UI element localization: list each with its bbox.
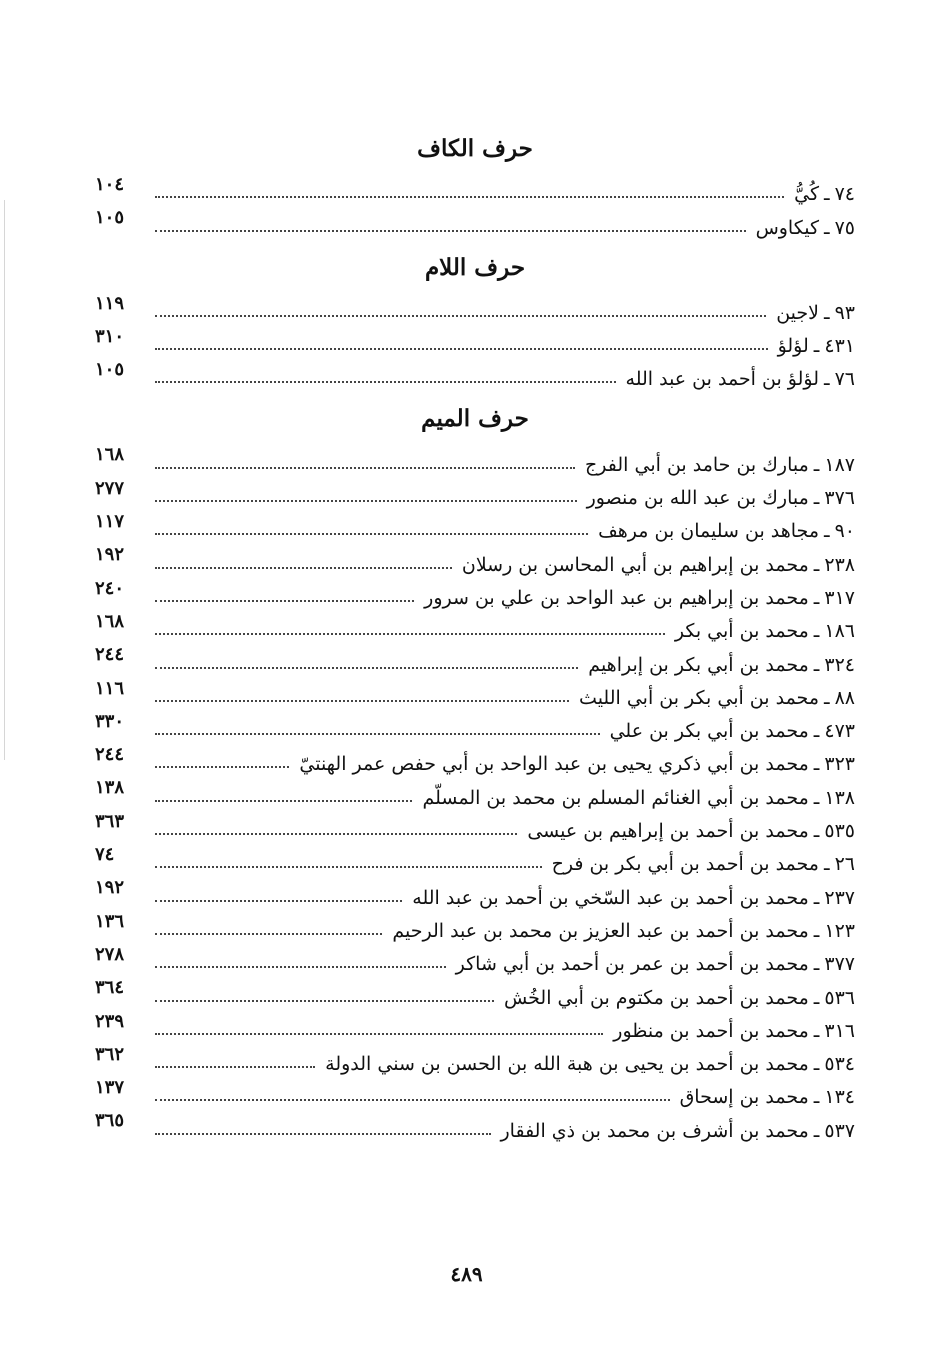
entry-separator: ـ	[813, 487, 820, 510]
entry-page-ref: ٣٣٠	[95, 710, 125, 732]
entry-page-ref: ١٠٤	[95, 174, 125, 195]
dot-leader	[155, 196, 784, 198]
index-entry	[95, 1042, 855, 1075]
entry-separator: ـ	[813, 453, 820, 476]
entry-name: محمد بن إبراهيم بن عبد الواحد بن علي بن سرور	[424, 586, 809, 609]
entry-page-ref: ١٣٦	[95, 910, 125, 932]
entry-separator: ـ	[813, 1019, 820, 1042]
index-entry	[95, 324, 855, 357]
dot-leader	[155, 567, 452, 569]
page-number: ٤٨٩	[450, 1262, 483, 1286]
dot-leader	[155, 633, 665, 635]
entry-page-ref: ١١٩	[95, 292, 125, 314]
entry-name: محمد بن إسحاق	[679, 1086, 809, 1109]
entry-name: مجاهد بن سليمان بن مرهف	[598, 520, 819, 543]
entry-number: ٥٣٧	[824, 1119, 855, 1142]
entry-name: محمد بن أبي بكر بن إبراهيم	[588, 653, 809, 676]
dot-leader	[155, 467, 575, 469]
dot-leader	[155, 766, 289, 768]
dot-leader	[155, 700, 569, 702]
entry-page-ref: ٣٦٢	[95, 1043, 125, 1065]
entry-page-ref: ٢٧٨	[95, 943, 125, 965]
dot-leader	[155, 1000, 494, 1002]
entry-page-ref: ١١٧	[95, 511, 125, 533]
entry-page-ref: ١٦٨	[95, 610, 125, 632]
entry-separator: ـ	[813, 1119, 820, 1142]
index-entry	[95, 1075, 855, 1108]
section-heading: حرف الميم	[421, 405, 529, 433]
entry-separator: ـ	[824, 301, 830, 324]
dot-leader	[155, 1133, 491, 1135]
dot-leader	[155, 900, 402, 902]
entry-page-ref: ٢٤٠	[95, 577, 125, 599]
entry-page-ref: ٣١٠	[95, 325, 125, 347]
entry-separator: ـ	[813, 620, 820, 643]
entry-number: ٢٣٧	[824, 886, 855, 909]
entry-name: محمد بن أحمد بن عبد العزيز بن محمد بن عبد الرحيم	[392, 919, 809, 942]
dot-leader	[155, 800, 412, 802]
entry-number: ٧٥	[834, 216, 855, 239]
dot-leader	[155, 230, 746, 232]
margin-line	[4, 200, 5, 760]
entry-separator: ـ	[813, 653, 820, 676]
entry-number: ١٨٧	[824, 453, 855, 476]
entry-number: ٤٧٣	[824, 720, 855, 743]
entry-page-ref: ١٣٧	[95, 1077, 125, 1099]
dot-leader	[155, 500, 577, 502]
dot-leader	[155, 348, 768, 350]
index-entry	[95, 442, 855, 475]
entry-name: محمد بن إبراهيم بن أبي المحاسن بن رسلان	[461, 553, 809, 576]
dot-leader	[155, 933, 382, 935]
entry-separator: ـ	[813, 820, 820, 843]
entry-name: لاجين	[776, 301, 819, 324]
entry-number: ١٢٣	[824, 919, 855, 942]
entry-number: ١٣٨	[824, 786, 855, 809]
entry-number: ٨٨	[834, 686, 855, 709]
entry-separator: ـ	[824, 368, 830, 391]
entry-number: ٣٢٣	[824, 753, 855, 776]
entry-page-ref: ٢٤٤	[95, 644, 125, 666]
dot-leader	[155, 966, 446, 968]
entry-number: ٩٣	[834, 301, 855, 324]
entry-separator: ـ	[813, 335, 820, 358]
index-entry	[95, 357, 855, 390]
entry-separator: ـ	[813, 886, 820, 909]
dot-leader	[155, 733, 600, 735]
index-entry	[95, 909, 855, 942]
entry-page-ref: ٣٦٥	[95, 1110, 125, 1132]
index-entry	[95, 942, 855, 975]
entry-number: ٩٠	[834, 520, 855, 543]
entry-number: ٤٣١	[824, 335, 855, 358]
index-entry	[95, 172, 855, 205]
entry-name: محمد بن أحمد بن عمر بن أحمد بن أبي شاكر	[455, 953, 809, 976]
entry-name: لؤلؤ بن أحمد بن عبد الله	[625, 368, 819, 391]
entry-name: كُيُّ	[794, 183, 819, 206]
entry-name: محمد بن أبي الغنائم المسلم بن محمد بن المسلّم	[422, 786, 809, 809]
entry-number: ٣٢٤	[824, 653, 855, 676]
index-entry	[95, 609, 855, 642]
entry-page-ref: ١١٦	[95, 677, 125, 699]
entry-separator: ـ	[813, 786, 820, 809]
index-entry	[95, 642, 855, 675]
index-entry	[95, 875, 855, 908]
entry-separator: ـ	[813, 720, 820, 743]
entry-separator: ـ	[824, 853, 830, 876]
dot-leader	[155, 1099, 670, 1101]
entry-name: مبارك بن عبد الله بن منصور	[586, 487, 809, 510]
entry-name: محمد بن أحمد بن منظور	[613, 1019, 809, 1042]
entry-page-ref: ١٩٢	[95, 544, 125, 566]
index-entry	[95, 809, 855, 842]
entry-number: ٣٧٦	[824, 487, 855, 510]
entry-separator: ـ	[813, 553, 820, 576]
entry-separator: ـ	[824, 183, 830, 206]
index-entry	[95, 676, 855, 709]
entry-name: كيكاوس	[755, 216, 819, 239]
entry-name: محمد بن أبي بكر بن علي	[609, 720, 809, 743]
entry-page-ref: ١٩٢	[95, 877, 125, 899]
entry-separator: ـ	[813, 753, 820, 776]
entry-number: ٧٤	[834, 183, 855, 206]
entry-name: محمد بن أبي بكر	[674, 620, 809, 643]
entry-name: محمد بن أبي بكر بن أبي الليث	[579, 686, 819, 709]
entry-number: ٥٣٤	[824, 1053, 855, 1076]
index-entry	[95, 742, 855, 775]
entry-page-ref: ١٦٨	[95, 444, 125, 466]
entry-separator: ـ	[824, 216, 830, 239]
index-entry	[95, 1009, 855, 1042]
entry-page-ref: ٢٤٤	[95, 744, 125, 766]
entry-separator: ـ	[813, 919, 820, 942]
index-entry	[95, 975, 855, 1008]
index-entry	[95, 205, 855, 238]
entry-name: محمد بن أحمد بن إبراهيم بن عيسى	[527, 820, 809, 843]
dot-leader	[155, 833, 517, 835]
entry-number: ٧٦	[834, 368, 855, 391]
dot-leader	[155, 600, 414, 602]
entry-separator: ـ	[813, 586, 820, 609]
index-content	[95, 126, 855, 1142]
index-entry	[95, 291, 855, 324]
index-entry	[95, 576, 855, 609]
index-entry	[95, 509, 855, 542]
entry-number: ٢٣٨	[824, 553, 855, 576]
entry-number: ٥٣٥	[824, 820, 855, 843]
entry-name: محمد بن أشرف بن محمد بن ذي الفقار	[500, 1119, 809, 1142]
entry-number: ٥٣٦	[824, 986, 855, 1009]
entry-name: محمد بن أبي ذكري يحيى بن عبد الواحد بن أبي حفص عمر الهنتيّ	[299, 753, 809, 776]
entry-number: ٣٧٧	[824, 953, 855, 976]
entry-page-ref: ٣٦٤	[95, 977, 125, 999]
section-heading: حرف الكاف	[417, 135, 533, 162]
dot-leader	[155, 381, 616, 383]
entry-separator: ـ	[813, 953, 820, 976]
entry-number: ٢٦	[834, 853, 855, 876]
dot-leader	[155, 866, 542, 868]
entry-page-ref: ٢٣٩	[95, 1010, 125, 1032]
entry-separator: ـ	[824, 520, 830, 543]
index-entry	[95, 476, 855, 509]
entry-name: محمد بن أحمد بن عبد السّخي بن أحمد بن عبد الله	[412, 886, 809, 909]
entry-page-ref: ٢٧٧	[95, 477, 125, 499]
entry-number: ١٨٦	[824, 620, 855, 643]
dot-leader	[155, 1066, 315, 1068]
entry-page-ref: ٧٤	[95, 844, 115, 866]
index-entry	[95, 709, 855, 742]
index-entry	[95, 842, 855, 875]
index-entry	[95, 542, 855, 575]
entry-page-ref: ١٠٥	[95, 359, 125, 381]
entry-name: محمد بن أحمد بن أبي بكر بن فرح	[551, 853, 819, 876]
entry-separator: ـ	[824, 686, 830, 709]
index-entry	[95, 1108, 855, 1141]
entry-number: ١٣٤	[824, 1086, 855, 1109]
entry-page-ref: ٣٦٣	[95, 810, 125, 832]
entry-separator: ـ	[813, 1053, 820, 1076]
index-entry	[95, 775, 855, 808]
entry-page-ref: ١٣٨	[95, 777, 125, 799]
entry-name: محمد بن أحمد بن يحيى بن هبة الله بن الحسن بن سني الدولة	[325, 1053, 809, 1076]
entry-number: ٣١٦	[824, 1019, 855, 1042]
entry-page-ref: ١٠٥	[95, 207, 125, 229]
entry-name: مبارك بن حامد بن أبي الفرج	[585, 453, 809, 476]
dot-leader	[155, 1033, 603, 1035]
dot-leader	[155, 533, 588, 535]
entry-separator: ـ	[813, 1086, 820, 1109]
entry-number: ٣١٧	[824, 586, 855, 609]
section-heading: حرف اللام	[424, 253, 526, 281]
entry-name: محمد بن أحمد بن مكتوم بن أبي الخُش	[503, 986, 809, 1009]
dot-leader	[155, 667, 578, 669]
dot-leader	[155, 315, 766, 317]
entry-separator: ـ	[813, 986, 820, 1009]
entry-name: لؤلؤ	[777, 335, 809, 358]
